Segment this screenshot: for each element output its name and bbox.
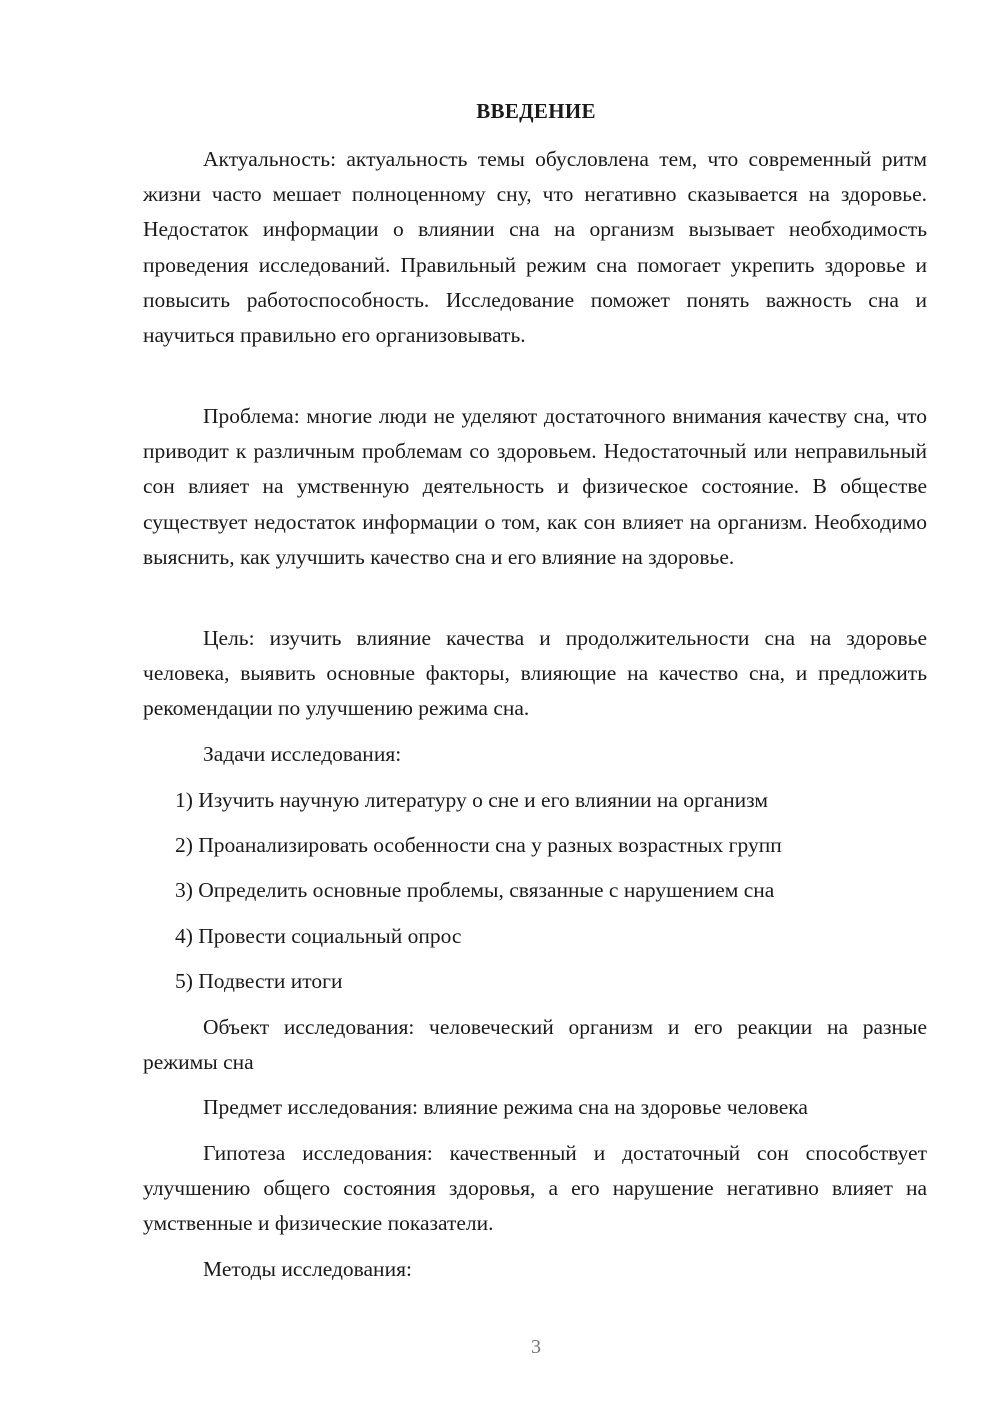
list-item: 2) Проанализировать особенности сна у разных возрастных групп xyxy=(175,833,782,857)
list-item: 5) Подвести итоги xyxy=(175,969,343,993)
list-item: 1) Изучить научную литературу о сне и его влиянии на организм xyxy=(175,788,768,812)
paragraph-subject: Предмет исследования: влияние режима сна на здоровье человека xyxy=(203,1095,808,1119)
page-title: ВВЕДЕНИЕ xyxy=(476,99,596,123)
paragraph-problem: Проблема: многие люди не уделяют достаточного внимания качеству сна, что приводит к различным проблемам со здоровьем. Недостаточный или неправильный сон влияет на умственную деятельность и физическое состояние. В обществе существует недостаток информации о том, как сон влияет на организм. Необходимо выяснить, как улучшить качество сна и его влияние на здоровье. xyxy=(143,404,927,569)
list-item: 3) Определить основные проблемы, связанные с нарушением сна xyxy=(175,878,775,902)
paragraph-object: Объект исследования: человеческий организм и его реакции на разные режимы сна xyxy=(143,1015,927,1075)
paragraph-relevance: Актуальность: актуальность темы обусловлена тем, что современный ритм жизни часто мешает полноценному сну, что негативно сказывается на здоровье. Недостаток информации о влиянии сна на организм вызывает необходимость проведения исследований. Правильный режим сна помогает укрепить здоровье и повысить работоспособность. Исследование поможет понять важность сна и научиться правильно его организовывать. xyxy=(143,147,927,348)
tasks-heading: Задачи исследования: xyxy=(203,742,402,766)
list-item: 4) Провести социальный опрос xyxy=(175,924,462,948)
paragraph-hypothesis: Гипотеза исследования: качественный и достаточный сон способствует улучшению общего состояния здоровья, а его нарушение негативно влияет на умственные и физические показатели. xyxy=(143,1141,927,1236)
paragraph-goal: Цель: изучить влияние качества и продолжительности сна на здоровье человека, выявить основные факторы, влияющие на качество сна, и предложить рекомендации по улучшению режима сна. xyxy=(143,626,927,721)
methods-heading: Методы исследования: xyxy=(203,1257,412,1281)
page-number: 3 xyxy=(531,1336,541,1358)
